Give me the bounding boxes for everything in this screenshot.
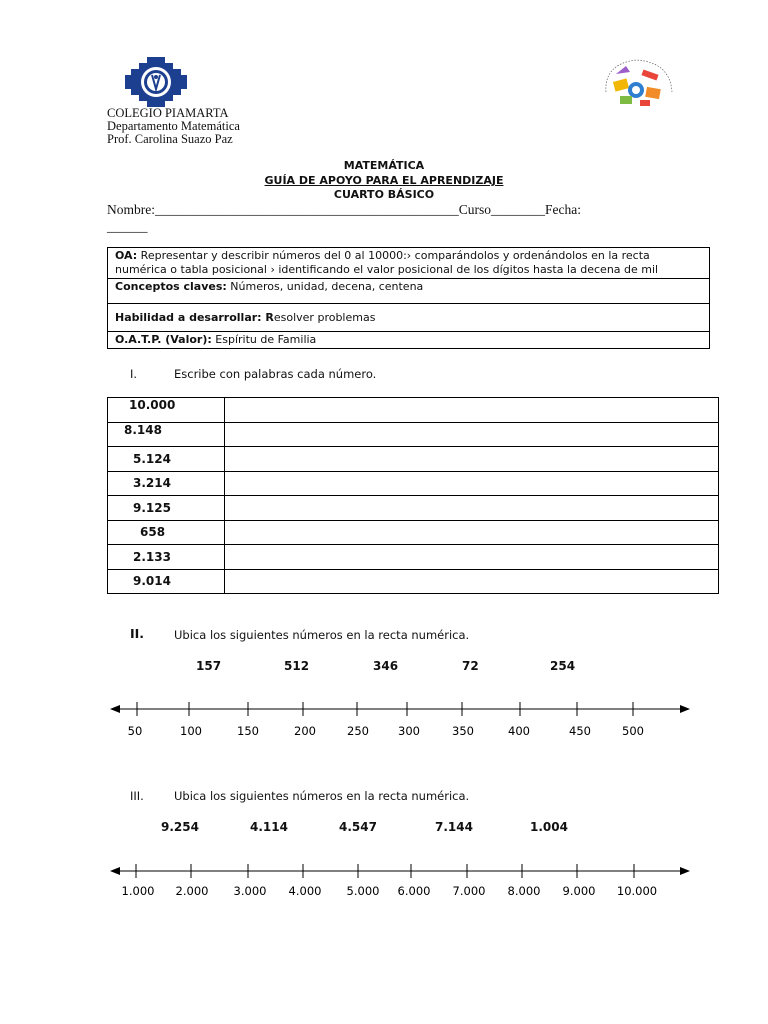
number-to-place: 254 — [550, 659, 576, 673]
tick-label: 500 — [622, 724, 644, 738]
section-1-numeral: I. — [130, 367, 138, 381]
number-to-place: 512 — [284, 659, 310, 673]
number-to-place: 346 — [373, 659, 399, 673]
answer-cell[interactable] — [225, 496, 719, 521]
info-label: O.A.T.P. (Valor): — [115, 333, 212, 346]
number-to-place: 157 — [196, 659, 222, 673]
section-2-instruction: Ubica los siguientes números en la recta numérica. — [174, 628, 470, 642]
answer-cell[interactable] — [225, 545, 719, 570]
number-cell: 10.000 — [108, 398, 225, 423]
subject-title: MATEMÁTICA — [343, 159, 425, 172]
answer-cell[interactable] — [225, 447, 719, 472]
left-arrow-icon — [110, 705, 120, 713]
info-row-skill — [108, 304, 710, 332]
tick-label: 350 — [452, 724, 474, 738]
tick-label: 150 — [237, 724, 259, 738]
table-row — [108, 471, 719, 496]
write-words-table — [107, 397, 719, 594]
tick-label: 9.000 — [562, 884, 596, 898]
math-department-icon — [596, 52, 682, 116]
tick-label: 300 — [398, 724, 420, 738]
tick-label: 50 — [127, 724, 143, 738]
student-info-line-continuation: ______ — [107, 219, 148, 234]
section-3-instruction: Ubica los siguientes números en la recta numérica. — [174, 789, 470, 803]
student-info-line[interactable]: Nombre:_____________________________________________Curso________Fecha: — [107, 202, 581, 217]
tick-label: 250 — [347, 724, 369, 738]
tick-label: 3.000 — [233, 884, 267, 898]
number-to-place: 9.254 — [161, 820, 199, 834]
info-text: esolver problemas — [273, 310, 376, 324]
tick-label: 100 — [180, 724, 202, 738]
number-line-2 — [0, 690, 768, 750]
tick-label: 8.000 — [507, 884, 541, 898]
info-text: Representar y describir números del 0 al 10000:› comparándolos y ordenándolos en la recta numérica o tabla posicional › identificando el valor posicional de los dígitos hasta la decena de mil — [115, 249, 659, 276]
school-crest-icon — [125, 57, 187, 107]
number-cell: 9.125 — [108, 496, 225, 521]
info-row-concepts — [108, 279, 710, 304]
number-to-place: 72 — [462, 659, 479, 673]
tick-label: 200 — [294, 724, 316, 738]
department-logo — [596, 52, 682, 116]
right-arrow-icon — [680, 867, 690, 875]
number-cell: 3.214 — [108, 471, 225, 496]
table-row — [108, 447, 719, 472]
info-text: Espíritu de Familia — [211, 333, 317, 346]
school-logo — [125, 57, 187, 107]
table-row — [108, 545, 719, 570]
table-row — [108, 520, 719, 545]
number-line-3 — [0, 852, 768, 912]
tick-label: 400 — [508, 724, 530, 738]
answer-cell[interactable] — [225, 398, 719, 423]
teacher-name: Prof. Carolina Suazo Paz — [107, 132, 233, 146]
left-arrow-icon — [110, 867, 120, 875]
school-info — [107, 107, 240, 146]
school-name: COLEGIO PIAMARTA — [107, 106, 229, 120]
number-line-2-labels — [128, 724, 644, 738]
number-cell: 8.148 — [108, 422, 225, 447]
section-1-instruction: Escribe con palabras cada número. — [174, 367, 377, 381]
table-row — [108, 422, 719, 447]
number-to-place: 4.547 — [339, 820, 377, 834]
grade-title: CUARTO BÁSICO — [333, 188, 435, 201]
info-row-oa — [108, 248, 710, 279]
number-cell: 9.014 — [108, 569, 225, 594]
table-row — [108, 496, 719, 521]
answer-cell[interactable] — [225, 422, 719, 447]
tick-label: 2.000 — [175, 884, 209, 898]
tick-label: 7.000 — [452, 884, 486, 898]
info-label: Conceptos claves: — [115, 280, 227, 293]
tick-label: 4.000 — [288, 884, 322, 898]
tick-label: 10.000 — [616, 884, 658, 898]
info-label: OA: — [115, 249, 138, 262]
right-arrow-icon — [680, 705, 690, 713]
info-label: Habilidad a desarrollar: R — [115, 310, 274, 324]
number-cell: 2.133 — [108, 545, 225, 570]
department-name: Departamento Matemática — [107, 119, 240, 133]
number-cell: 5.124 — [108, 447, 225, 472]
number-cell: 658 — [108, 520, 225, 545]
number-to-place: 4.114 — [250, 820, 288, 834]
section-2-numeral: II. — [130, 626, 145, 641]
tick-label: 450 — [569, 724, 591, 738]
guide-title: GUÍA DE APOYO PARA EL APRENDIZAJE — [264, 174, 504, 187]
number-line-3-labels — [122, 884, 658, 898]
answer-cell[interactable] — [225, 471, 719, 496]
tick-label: 6.000 — [397, 884, 431, 898]
answer-cell[interactable] — [225, 520, 719, 545]
number-to-place: 1.004 — [530, 820, 568, 834]
number-to-place: 7.144 — [435, 820, 473, 834]
objectives-table — [107, 247, 710, 349]
answer-cell[interactable] — [225, 569, 719, 594]
table-row — [108, 569, 719, 594]
table-row — [108, 398, 719, 423]
info-row-value — [108, 332, 710, 349]
tick-label: 5.000 — [346, 884, 380, 898]
info-text: Números, unidad, decena, centena — [226, 280, 424, 293]
tick-label: 1.000 — [121, 884, 155, 898]
section-3-numeral: III. — [130, 789, 144, 803]
